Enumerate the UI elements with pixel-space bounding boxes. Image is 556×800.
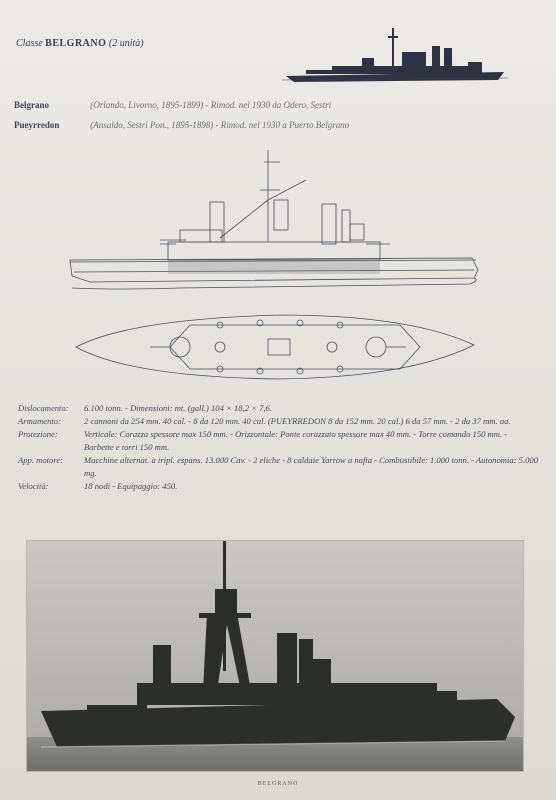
- spec-row-protection: [18, 428, 538, 454]
- spec-value: Macchine alternat. a tripl. espans. 13.000 Cav. - 2 eliche - 8 caldaie Yarrow a nafta - Combustibile: 1.000 tonn. - Autonomia: 5.000 mg.: [84, 455, 538, 478]
- ship-entry-pueyrredon: [14, 120, 349, 130]
- spec-row-speed: [18, 480, 538, 493]
- ship-info: (Orlando, Livorno, 1895-1899) - Rimod. nel 1930 da Odero, Sestri: [90, 100, 332, 110]
- photo-caption: BELGRANO: [257, 781, 299, 787]
- spec-label: Dislocamento:: [18, 403, 69, 413]
- spec-row-armament: [18, 415, 538, 428]
- ship-info: (Ansaldo, Sestri Pon., 1895-1898) - Rimod. nel 1930 a Puerto Belgrano: [90, 120, 350, 130]
- class-name: BELGRANO: [45, 38, 107, 49]
- spec-value: 6.100 tonn. - Dimensioni: mt. (gall.) 104 × 18,2 × 7,6.: [84, 403, 272, 413]
- ship-silhouette-icon: [272, 22, 512, 90]
- ship-name: Pueyrredon: [14, 120, 60, 130]
- class-count: (2 unità): [108, 38, 144, 49]
- spec-value: 2 cannoni da 254 mm. 40 cal. - 8 da 120 mm. 40 cal. (PUEYRREDON 8 da 152 mm. 20 cal.) 6 da 57 mm. - 2 da 37 mm. aa.: [84, 416, 511, 426]
- spec-label: Protezione:: [18, 429, 58, 439]
- spec-value: 18 nodi - Equipaggio: 450.: [84, 481, 178, 491]
- ship-entry-belgrano: [14, 100, 331, 110]
- spec-row-machinery: [18, 454, 538, 480]
- spec-label: Armamento:: [18, 416, 61, 426]
- ship-plan-drawing-icon: [70, 305, 480, 387]
- spec-value: Verticale: Corazza spessore max 150 mm. - Orizzontale: Ponte corazzato spessore max 40 mm. - Torre comando 150 mm. - Barbette e torri 150 mm.: [84, 429, 508, 452]
- spec-label: Velocità:: [18, 481, 49, 491]
- ship-profile-drawing-icon: [60, 140, 490, 305]
- spec-row-displacement: [18, 402, 538, 415]
- specifications: [18, 402, 538, 493]
- ship-name: Belgrano: [14, 100, 49, 110]
- class-title: Classe BELGRANO (2 unità): [16, 38, 144, 49]
- ship-photograph-icon: [26, 540, 524, 772]
- spec-label: App. motore:: [18, 455, 64, 465]
